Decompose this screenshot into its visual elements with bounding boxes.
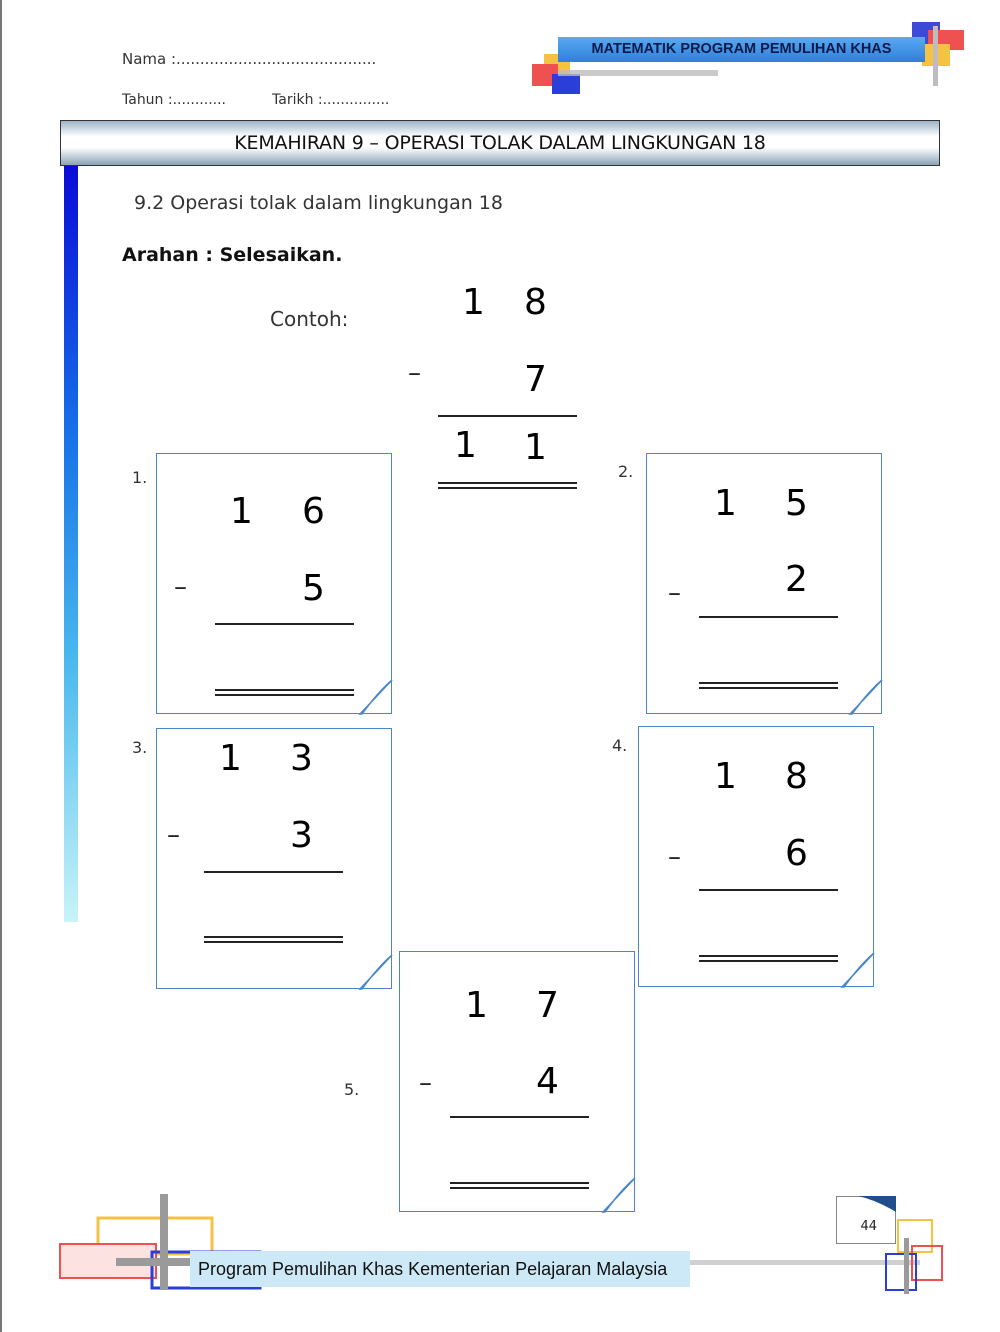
instruction: Arahan : Selesaikan. xyxy=(122,244,343,266)
question-4-top-tens: 1 xyxy=(714,756,737,797)
question-5-card xyxy=(399,951,635,1212)
example-top-ones: 8 xyxy=(524,282,547,323)
question-1-page-curl xyxy=(358,678,394,716)
page-number-corner xyxy=(836,1196,896,1216)
name-field: Nama :.......................................... xyxy=(122,50,377,68)
question-4-top-ones: 8 xyxy=(785,756,808,797)
question-4-page-curl xyxy=(840,951,876,989)
question-3-label: 3. xyxy=(132,738,148,757)
question-3-minus-sign: – xyxy=(167,820,180,850)
question-5-top-tens: 1 xyxy=(465,985,488,1026)
question-2-page-curl xyxy=(848,678,884,716)
question-1-double-line[interactable] xyxy=(215,689,354,696)
program-banner: MATEMATIK PROGRAM PEMULIHAN KHAS xyxy=(558,37,925,62)
question-5-subtrahend: 4 xyxy=(536,1061,559,1102)
example-answer-ones: 1 xyxy=(524,427,547,468)
example-minus-sign: – xyxy=(408,358,421,388)
question-2-top-tens: 1 xyxy=(714,483,737,524)
example-answer-tens: 1 xyxy=(454,425,477,466)
example-label: Contoh: xyxy=(270,307,349,331)
question-1-card xyxy=(156,453,392,714)
question-5-double-line[interactable] xyxy=(450,1182,589,1189)
page-edge xyxy=(0,0,2,1332)
question-5-label: 5. xyxy=(344,1080,360,1099)
question-4-minus-sign: – xyxy=(668,842,681,872)
page-number: 44 xyxy=(836,1196,896,1244)
question-1-label: 1. xyxy=(132,468,148,487)
question-2-minus-sign: – xyxy=(668,578,681,608)
question-5-answer-line xyxy=(450,1116,589,1118)
page-title: KEMAHIRAN 9 – OPERASI TOLAK DALAM LINGKUNGAN 18 xyxy=(60,120,940,166)
example-double-line xyxy=(438,482,577,489)
question-3-top-tens: 1 xyxy=(219,738,242,779)
question-3-double-line[interactable] xyxy=(204,936,343,943)
question-3-subtrahend: 3 xyxy=(290,815,313,856)
example-top-tens: 1 xyxy=(462,282,485,323)
question-1-answer-line xyxy=(215,623,354,625)
question-3-top-ones: 3 xyxy=(290,738,313,779)
question-2-double-line[interactable] xyxy=(699,682,838,689)
question-5-minus-sign: – xyxy=(419,1068,432,1098)
question-3-page-curl xyxy=(358,953,394,991)
question-2-label: 2. xyxy=(618,462,634,481)
example-answer-line xyxy=(438,415,577,417)
year-field: Tahun :............ xyxy=(122,92,227,108)
question-2-answer-line xyxy=(699,616,838,618)
question-4-answer-line xyxy=(699,889,838,891)
question-2-subtrahend: 2 xyxy=(785,559,808,600)
footer-bar: Program Pemulihan Khas Kementerian Pelajaran Malaysia xyxy=(190,1251,690,1287)
question-3-answer-line xyxy=(204,871,343,873)
question-1-subtrahend: 5 xyxy=(302,568,325,609)
side-gradient-bar xyxy=(64,166,78,922)
question-5-page-curl xyxy=(601,1176,637,1214)
date-field: Tarikh :............... xyxy=(272,92,390,108)
question-4-double-line[interactable] xyxy=(699,955,838,962)
question-1-top-tens: 1 xyxy=(230,491,253,532)
question-1-top-ones: 6 xyxy=(302,491,325,532)
question-2-card xyxy=(646,453,882,714)
question-1-minus-sign: – xyxy=(174,572,187,602)
question-3-card xyxy=(156,728,392,989)
question-2-top-ones: 5 xyxy=(785,483,808,524)
decorative-squares-bottom-right xyxy=(690,1216,950,1296)
example-subtrahend: 7 xyxy=(524,359,547,400)
question-4-subtrahend: 6 xyxy=(785,833,808,874)
question-5-top-ones: 7 xyxy=(536,985,559,1026)
question-4-label: 4. xyxy=(612,736,628,755)
section-subtitle: 9.2 Operasi tolak dalam lingkungan 18 xyxy=(134,192,503,214)
